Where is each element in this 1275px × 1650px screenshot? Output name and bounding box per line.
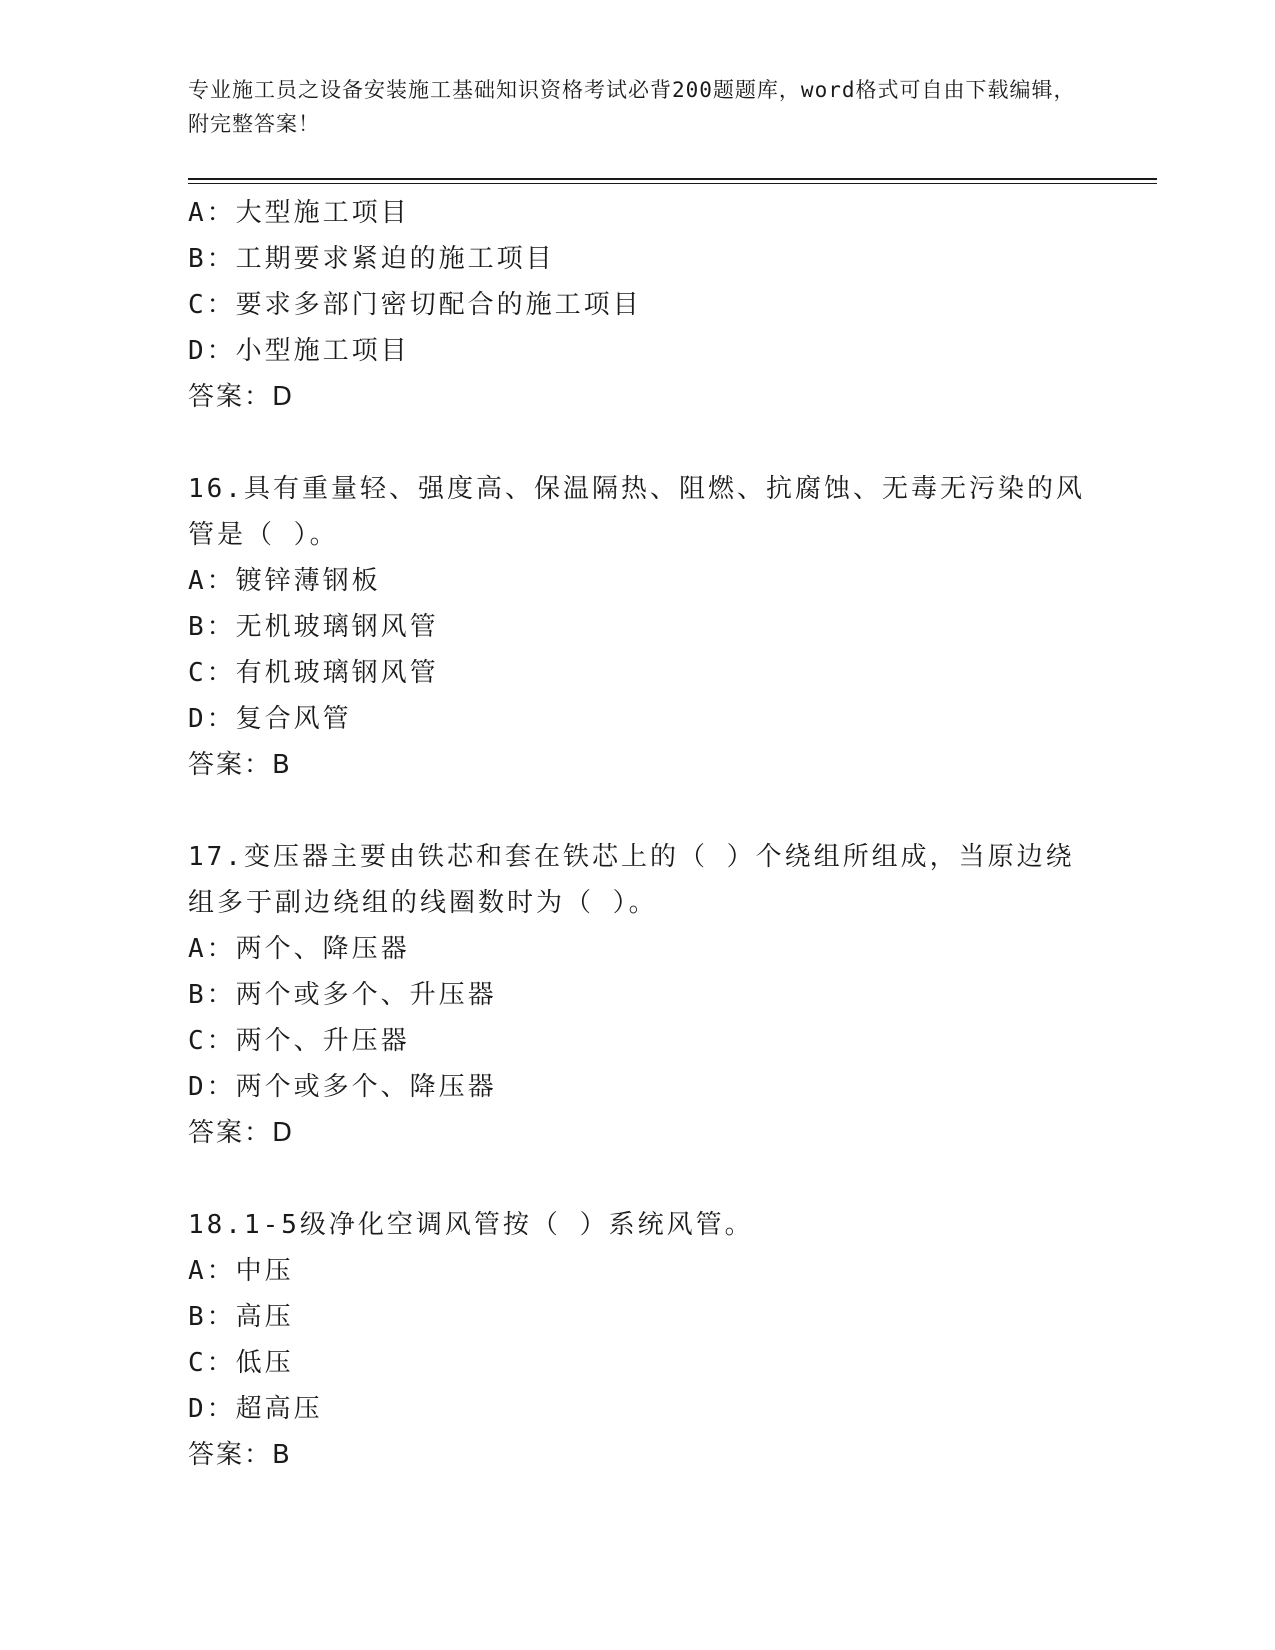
answer-label: 答案： [188, 382, 273, 412]
option-a: A：两个、降压器 [188, 934, 410, 964]
option-c: C：两个、升压器 [188, 1026, 410, 1056]
option-b: B：两个或多个、升压器 [188, 980, 497, 1010]
question-stem: 16.具有重量轻、强度高、保温隔热、阻燃、抗腐蚀、无毒无污染的风管是（ ）。 [188, 474, 1085, 550]
option-d: D：小型施工项目 [188, 336, 410, 366]
option-a: A：大型施工项目 [188, 198, 410, 228]
answer-line [188, 1110, 1088, 1156]
answer-value: D [272, 382, 294, 412]
answer-label: 答案： [188, 1440, 273, 1470]
answer-line [188, 374, 1088, 420]
option-b: B：高压 [188, 1302, 294, 1332]
option-c: C：低压 [188, 1348, 294, 1378]
option-a: A：镀锌薄钢板 [188, 566, 381, 596]
header-divider [188, 178, 1157, 184]
option-d: D：超高压 [188, 1394, 323, 1424]
question-stem: 18.1-5级净化空调风管按（ ）系统风管。 [188, 1210, 754, 1240]
answer-label: 答案： [188, 1118, 273, 1148]
option-b: B：无机玻璃钢风管 [188, 612, 439, 642]
answer-value: B [272, 1440, 291, 1470]
question-stem: 17.变压器主要由铁芯和套在铁芯上的（ ）个绕组所组成，当原边绕组多于副边绕组的线圈数时为（ ）。 [188, 842, 1075, 918]
question-block [188, 190, 1088, 420]
option-c: C：有机玻璃钢风管 [188, 658, 439, 688]
question-block [188, 1202, 1088, 1478]
answer-label: 答案： [188, 750, 273, 780]
document-header: 专业施工员之设备安装施工基础知识资格考试必背200题题库，word格式可自由下载编辑，附完整答案！ [188, 78, 1076, 136]
option-c: C：要求多部门密切配合的施工项目 [188, 290, 642, 320]
option-a: A：中压 [188, 1256, 294, 1286]
question-block [188, 466, 1088, 788]
option-d: D：两个或多个、降压器 [188, 1072, 497, 1102]
question-list [188, 190, 1088, 1524]
answer-value: B [272, 750, 291, 780]
option-b: B：工期要求紧迫的施工项目 [188, 244, 555, 274]
answer-line [188, 1432, 1088, 1478]
answer-line [188, 742, 1088, 788]
answer-value: D [272, 1118, 294, 1148]
question-block [188, 834, 1088, 1156]
option-d: D：复合风管 [188, 704, 352, 734]
